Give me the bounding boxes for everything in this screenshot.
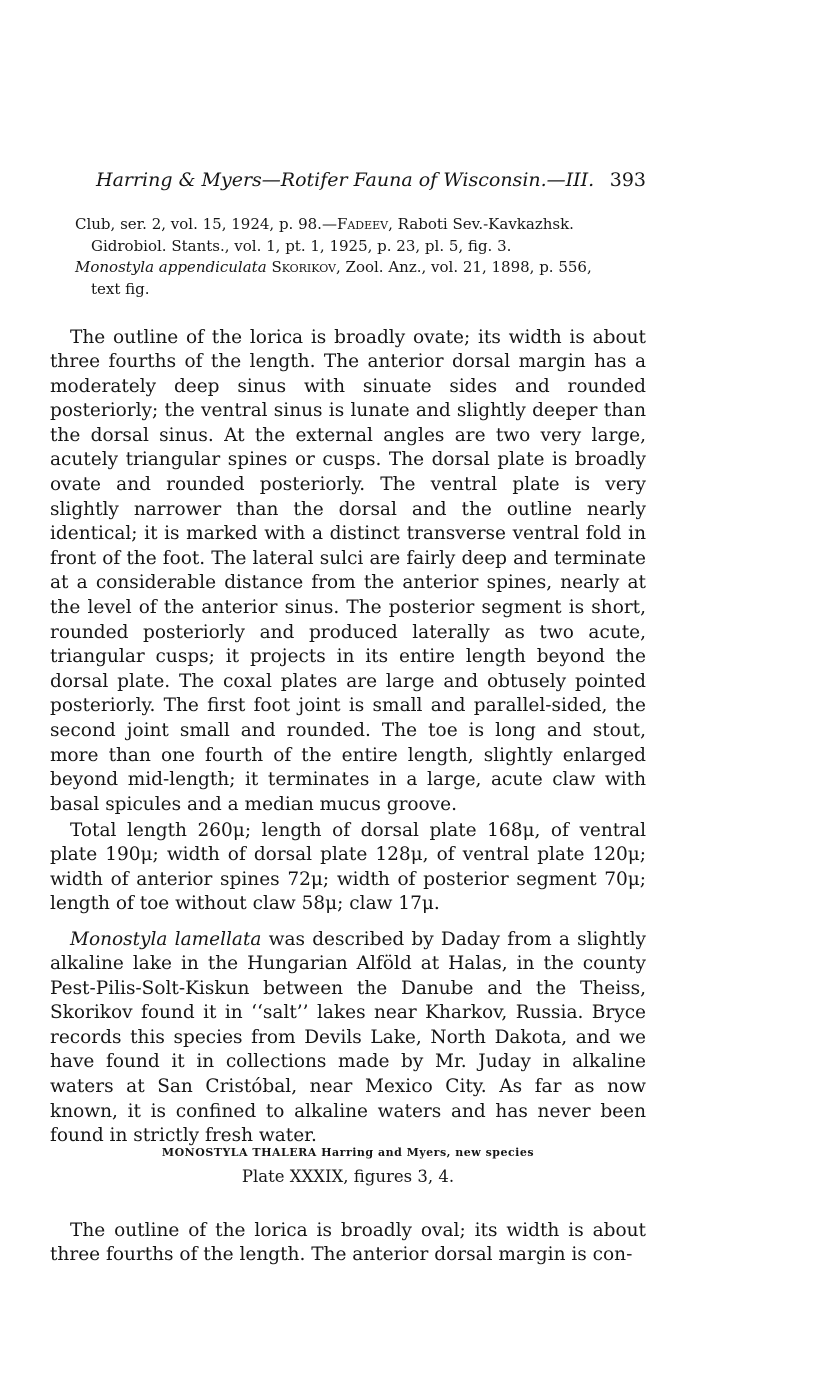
reference-text: , Raboti Sev.-Kavkazhsk. [388, 215, 574, 233]
description-paragraph: The outline of the lorica is broadly oval; its width is about three fourths of the length. The anterior dorsal margin is con- [50, 1219, 646, 1266]
reference-author: Skorikov [271, 258, 336, 276]
page-number: 393 [609, 169, 646, 191]
reference-line: Gidrobiol. Stants., vol. 1, pt. 1, 1925, p. 23, pl. 5, fig. 3. [91, 236, 512, 255]
distribution-paragraph [50, 928, 646, 1149]
reference-text: Club, ser. 2, vol. 15, 1924, p. 98.— [75, 215, 337, 233]
measurements-paragraph: Total length 260μ; length of dorsal plate 168μ, of ventral plate 190μ; width of dorsal plate 128μ, of ventral plate 120μ; width of anterior spines 72μ; width of posterior segment 70μ; length of toe without claw 58μ; claw 17μ. [50, 819, 646, 915]
distribution-text: was described by Daday from a slightly alkaline lake in the Hungarian Alföld at Halas, in the county Pest-Pilis-Solt-Kiskun between the Danube and the Theiss, Skorikov found it in ‘‘salt’’ lakes near Kharkov, Russia. Bryce records this species from Devils Lake, North Dakota, and we have found it in collections made by Mr. Juday in alkaline waters at San Cristóbal, near Mexico City. As far as now known, it is confined to alkaline waters and has never been found in strictly fresh water. [50, 928, 646, 1147]
synonymy-references [75, 214, 647, 300]
reference-line [75, 257, 647, 279]
species-name: Monostyla lamellata [70, 928, 262, 950]
reference-species: Monostyla appendiculata [75, 258, 267, 276]
species-heading: MONOSTYLA THALERA Harring and Myers, new species [161, 1146, 535, 1159]
reference-author: Fadeev [336, 215, 389, 233]
description-paragraph: The outline of the lorica is broadly ovate; its width is about three fourths of the length. The anterior dorsal margin has a moderately deep sinus with sinuate sides and rounded posteriorly; the ventral sinus is lunate and slightly deeper than the dorsal sinus. At the external angles are two very large, acutely triangular spines or cusps. The dorsal plate is broadly ovate and rounded posteriorly. The ventral plate is very slightly narrower than the dorsal and the outline nearly identical; it is marked with a distinct transverse ventral fold in front of the foot. The lateral sulci are fairly deep and terminate at a considerable distance from the anterior spines, nearly at the level of the anterior sinus. The posterior segment is short, rounded posteriorly and produced laterally as two acute, triangular cusps; it projects in its entire length beyond the dorsal plate. The coxal plates are large and obtusely pointed posteriorly. The first foot joint is small and parallel-sided, the second joint small and rounded. The toe is long and stout, more than one fourth of the entire length, slightly enlarged beyond mid-length; it terminates in a large, acute claw with basal spicules and a median mucus groove. [50, 326, 646, 815]
running-header [96, 168, 646, 192]
reference-text: , Zool. Anz., vol. 21, 1898, p. 556, [335, 258, 592, 276]
running-title: Harring & Myers—Rotifer Fauna of Wisconsin.—III. [96, 169, 595, 191]
reference-line: text fig. [91, 279, 150, 298]
plate-reference: Plate XXXIX, figures 3, 4. [241, 1167, 455, 1186]
reference-line [75, 214, 647, 236]
